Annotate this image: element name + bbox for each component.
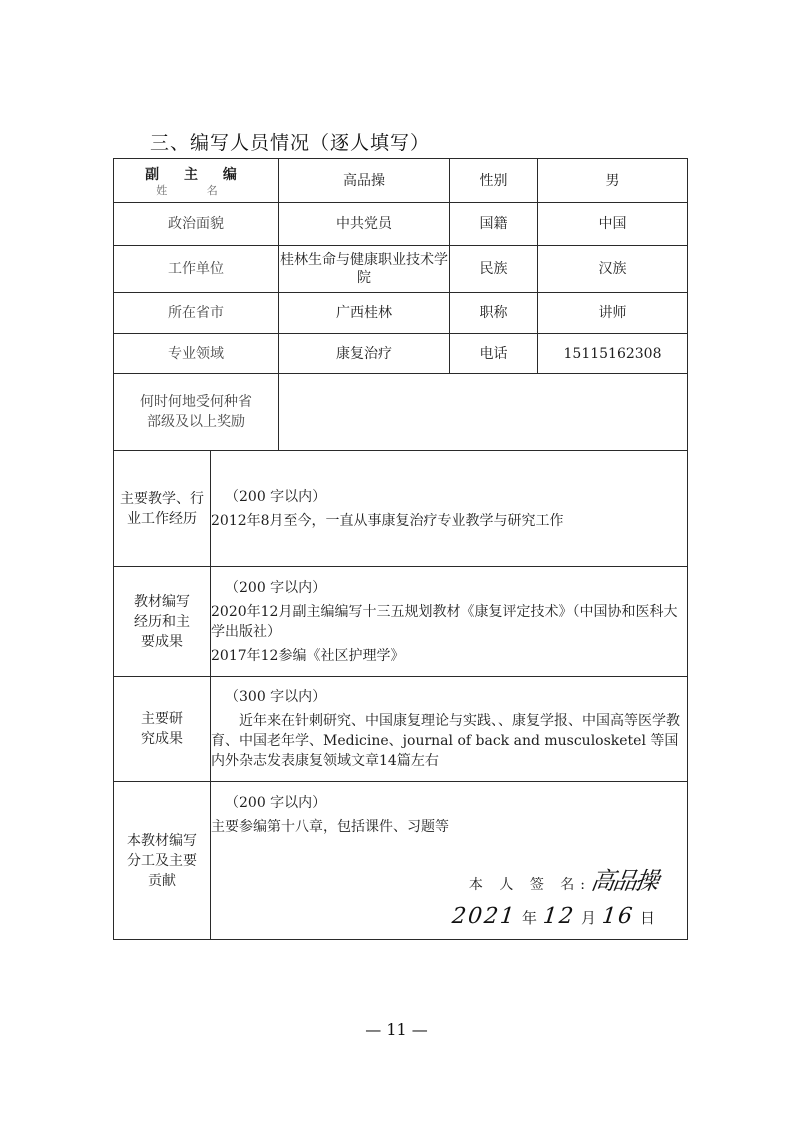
row-experience	[114, 451, 688, 567]
phone-value: 15115162308	[538, 334, 688, 374]
experience-label: 主要教学、行业工作经历	[114, 451, 211, 567]
textbook-hint: （200 字以内）	[225, 579, 327, 596]
date-day: 16	[600, 903, 636, 929]
research-paragraph: 近年来在针刺研究、中国康复理论与实践、、康复学报、中国高等医学教育、中国老年学、Medicine、journal of back and musculosketel 等国内外杂志发表康复领域文章14篇左右	[211, 713, 680, 769]
politics-value: 中共党员	[279, 203, 450, 246]
row-name	[114, 159, 688, 203]
date-month: 12	[541, 903, 577, 929]
name-value: 高品操	[279, 159, 450, 203]
experience-paragraph: 2012年8月至今，一直从事康复治疗专业教学与研究工作	[211, 512, 564, 529]
work-value: 桂林生命与健康职业技术学院	[279, 246, 450, 293]
nationality-value: 中国	[538, 203, 688, 246]
date-month-unit: 月	[580, 908, 596, 927]
date-year: 2021	[450, 903, 518, 929]
field-label: 专业领域	[114, 334, 279, 374]
contribution-paragraph: 主要参编第十八章，包括课件、习题等	[211, 818, 449, 835]
title-value: 讲师	[538, 293, 688, 334]
location-label: 所在省市	[114, 293, 279, 334]
role-label: 副 主 编	[145, 167, 247, 183]
work-label: 工作单位	[114, 246, 279, 293]
signature-date	[211, 903, 687, 929]
textbook-content	[211, 567, 688, 677]
name-label: 姓 名	[156, 184, 236, 197]
row-textbook	[114, 567, 688, 677]
signature-label: 本 人 签 名:	[468, 876, 591, 893]
date-year-unit: 年	[521, 908, 537, 927]
politics-label: 政治面貌	[114, 203, 279, 246]
nationality-label: 国籍	[450, 203, 538, 246]
gender-value: 男	[538, 159, 688, 203]
section-title: 三、编写人员情况（逐人填写）	[150, 132, 431, 154]
textbook-label: 教材编写经历和主要成果	[114, 567, 211, 677]
phone-label: 电话	[450, 334, 538, 374]
research-label: 主要研究成果	[114, 677, 211, 782]
contribution-label: 本教材编写分工及主要贡献	[114, 782, 211, 940]
ethnicity-value: 汉族	[538, 246, 688, 293]
row-politics	[114, 203, 688, 246]
gender-label: 性别	[450, 159, 538, 203]
research-hint: （300 字以内）	[225, 689, 327, 705]
awards-label: 何时何地受何种省部级及以上奖励	[114, 374, 279, 451]
textbook-paragraph-1: 2020年12月副主编编写十三五规划教材《康复评定技术》（中国协和医科大学出版社）	[211, 603, 678, 640]
row-work	[114, 246, 688, 293]
contribution-content	[211, 782, 688, 940]
research-content	[211, 677, 688, 782]
row-contribution	[114, 782, 688, 940]
row-awards	[114, 374, 688, 451]
personnel-form-table	[113, 158, 688, 940]
location-value: 广西桂林	[279, 293, 450, 334]
awards-value	[279, 374, 688, 451]
page-number: — 11 —	[365, 1020, 428, 1039]
experience-hint: （200 字以内）	[225, 488, 327, 505]
handwritten-signature: 高品操	[589, 866, 659, 895]
row-field	[114, 334, 688, 374]
row-research	[114, 677, 688, 782]
name-label-cell	[114, 159, 279, 203]
experience-content	[211, 451, 688, 567]
field-value: 康复治疗	[279, 334, 450, 374]
signature-row	[211, 866, 687, 895]
date-day-unit: 日	[639, 908, 655, 927]
title-label: 职称	[450, 293, 538, 334]
ethnicity-label: 民族	[450, 246, 538, 293]
textbook-paragraph-2: 2017年12参编《社区护理学》	[211, 647, 405, 664]
contribution-hint: （200 字以内）	[225, 794, 327, 811]
row-location	[114, 293, 688, 334]
